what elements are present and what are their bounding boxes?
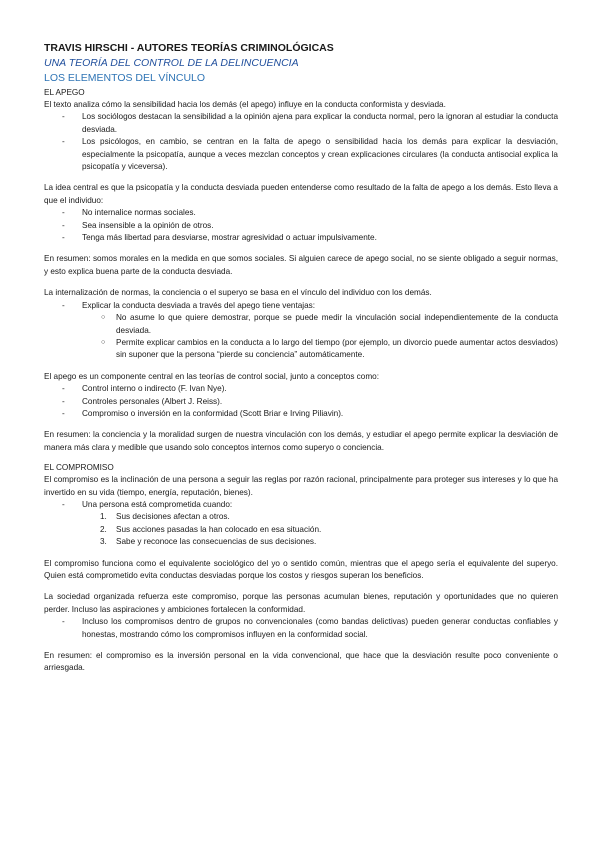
document-subtitle: UNA TEORÍA DEL CONTROL DE LA DELINCUENCIA xyxy=(44,57,299,69)
list-item: - Los sociólogos destacan la sensibilidad a la opinión ajena para explicar la conducta normal, pero la ignoran al estudiar la conducta desviada. xyxy=(44,111,558,136)
item-number: 2. xyxy=(100,524,107,534)
compromiso-paragraph-1: El compromiso es la inclinación de una persona a seguir las reglas por razón racional, principalmente para proteger sus intereses y lo que ha invertido en su vida (tiempo, energía, reputación, bienes). xyxy=(44,475,558,497)
list-item: - Sea insensible a la opinión de otros. xyxy=(44,220,558,232)
compromiso-bullets-1 xyxy=(44,499,558,511)
apego-summary-1: En resumen: somos morales en la medida en que somos sociales. Si alguien carece de apego social, no se siente obligado a seguir normas, y esto explica buena parte de la conducta desviada. xyxy=(44,254,558,276)
apego-paragraph-2: La idea central es que la psicopatía y la conducta desviada pueden entenderse como resultado de la falta de apego a los demás. Esto lleva a que el individuo: xyxy=(44,183,558,205)
item-number: 1. xyxy=(100,512,107,522)
list-item xyxy=(44,536,558,548)
apego-intro: El texto analiza cómo la sensibilidad hacia los demás (el apego) influye en la conducta conformista y desviada. xyxy=(44,100,446,109)
compromiso-bullets-3 xyxy=(44,616,558,641)
compromiso-summary: En resumen: el compromiso es la inversión personal en la vida convencional, que hace que la desviación resulte poco conveniente o arriesgada. xyxy=(44,651,558,673)
compromiso-heading: EL COMPROMISO xyxy=(44,463,114,473)
document-title: TRAVIS HIRSCHI - AUTORES TEORÍAS CRIMINOLÓGICAS xyxy=(44,42,334,54)
section-heading: LOS ELEMENTOS DEL VÍNCULO xyxy=(44,72,206,84)
apego-paragraph-4: La internalización de normas, la conciencia o el superyo se basa en el vínculo del individuo con los demás. xyxy=(44,288,432,298)
item-text: Sabe y reconoce las consecuencias de sus decisiones. xyxy=(116,537,317,547)
compromiso-numbered-list xyxy=(44,511,558,548)
apego-paragraph-5: El apego es un componente central en las teorías de control social, junto a conceptos como: xyxy=(44,371,379,381)
item-number: 3. xyxy=(100,537,107,547)
list-item: - Incluso los compromisos dentro de grupos no convencionales (como bandas delictivas) pueden generar conductas confiables y honestas, mostrando cómo los compromisos influyen en la conformidad social. xyxy=(44,616,558,641)
apego-bullets-2 xyxy=(44,207,558,244)
list-item: - Explicar la conducta desviada a través del apego tiene ventajas: xyxy=(44,300,558,312)
list-item: ○ Permite explicar cambios en la conducta a lo largo del tiempo (por ejemplo, un divorcio puede aumentar actos desviados) sin suponer que la persona “pierde su conciencia” automáticamente. xyxy=(44,337,558,362)
list-item xyxy=(44,524,558,536)
apego-bullets-5 xyxy=(44,383,558,420)
list-item: - Controles personales (Albert J. Reiss). xyxy=(44,396,558,408)
list-item: - Control interno o indirecto (F. Ivan Nye). xyxy=(44,383,558,395)
apego-bullets-4 xyxy=(44,300,558,312)
item-text: Sus acciones pasadas la han colocado en esa situación. xyxy=(116,524,322,534)
document-page xyxy=(44,42,558,675)
apego-summary-2: En resumen: la conciencia y la moralidad surgen de nuestra vinculación con los demás, y estudiar el apego permite explicar la desviación de manera más clara y medible que usando solo conceptos internos como superyo o conciencia. xyxy=(44,430,558,452)
compromiso-paragraph-3: La sociedad organizada refuerza este compromiso, porque las personas acumulan bienes, reputación y oportunidades que no quieren perder. Incluso las aspiraciones y ambiciones fortalecen la conformidad. xyxy=(44,592,558,614)
list-item xyxy=(44,511,558,523)
compromiso-paragraph-2: El compromiso funciona como el equivalente sociológico del yo o sentido común, mientras que el apego sería el equivalente del superyo. Quien está comprometido evita conductas desviadas porque los costos y riesgos superan los beneficios. xyxy=(44,558,558,580)
list-item: - Una persona está comprometida cuando: xyxy=(44,499,558,511)
apego-bullets-1 xyxy=(44,111,558,173)
item-text: Sus decisiones afectan a otros. xyxy=(116,512,230,522)
apego-sub-bullets xyxy=(44,312,558,362)
list-item: - Tenga más libertad para desviarse, mostrar agresividad o actuar impulsivamente. xyxy=(44,232,558,244)
list-item: - Compromiso o inversión en la conformidad (Scott Briar e Irving Piliavin). xyxy=(44,408,558,420)
list-item: - Los psicólogos, en cambio, se centran en la falta de apego o sensibilidad hacia los demás para explicar la desviación, especialmente la psicopatía, aunque a veces mezclan conceptos y crean explicaciones circulares (la conducta antisocial explica la psicopatía y viceversa). xyxy=(44,136,558,173)
apego-heading: EL APEGO xyxy=(44,88,85,97)
list-item: - No internalice normas sociales. xyxy=(44,207,558,219)
list-item: ○ No asume lo que quiere demostrar, porque se puede medir la vinculación social independientemente de la conducta desviada. xyxy=(44,312,558,337)
